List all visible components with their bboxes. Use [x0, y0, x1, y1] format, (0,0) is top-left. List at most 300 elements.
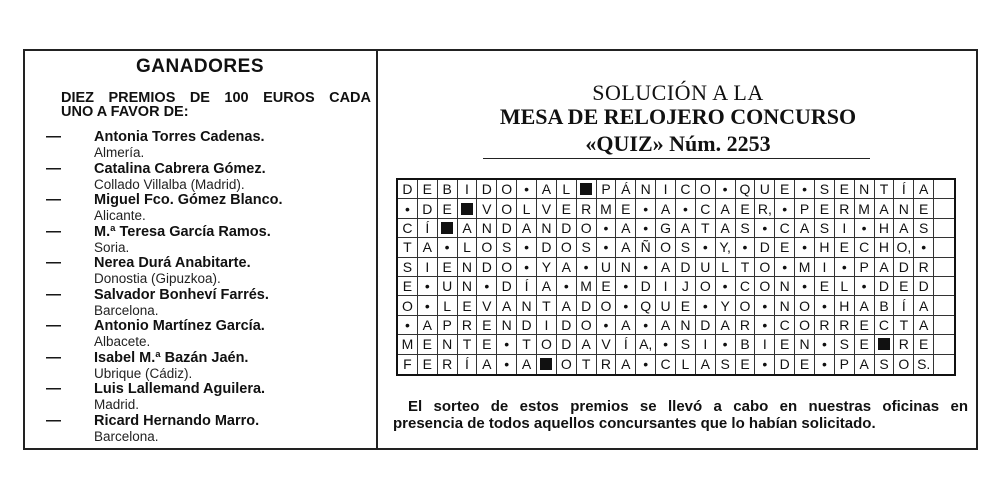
grid-cell: Í — [894, 180, 914, 199]
grid-cell: • — [795, 277, 815, 296]
grid-cell: O — [537, 335, 557, 354]
grid-cell: A — [477, 355, 497, 374]
grid-cell: R — [894, 335, 914, 354]
grid-cell: T — [537, 296, 557, 315]
winner-item — [46, 224, 376, 256]
grid-cell: A — [855, 296, 875, 315]
grid-cell: A — [616, 238, 636, 257]
grid-cell: E — [736, 199, 756, 218]
winner-name: Nerea Durá Anabitarte. — [94, 255, 251, 271]
grid-cell: O — [795, 316, 815, 335]
grid-cell: P — [597, 180, 617, 199]
grid-cell: A — [914, 296, 934, 315]
winner-city: Madrid. — [94, 397, 140, 412]
grid-cell: A — [914, 180, 934, 199]
grid-cell: • — [755, 355, 775, 374]
grid-cell: O — [497, 180, 517, 199]
winner-city: Donostia (Gipuzkoa). — [94, 271, 221, 286]
grid-cell: I — [696, 335, 716, 354]
grid-cell: S — [497, 238, 517, 257]
grid-cell: A — [716, 316, 736, 335]
grid-black-square — [537, 355, 557, 374]
winner-name: Miguel Fco. Gómez Blanco. — [94, 192, 283, 208]
grid-cell: D — [577, 296, 597, 315]
grid-cell — [934, 180, 954, 199]
grid-cell: • — [597, 316, 617, 335]
grid-cell: • — [517, 180, 537, 199]
grid-cell: • — [716, 180, 736, 199]
grid-cell: • — [815, 296, 835, 315]
grid-cell: C — [775, 316, 795, 335]
grid-cell: T — [875, 180, 895, 199]
black-square-icon — [878, 338, 890, 350]
grid-cell: O — [577, 316, 597, 335]
grid-cell: H — [875, 219, 895, 238]
grid-cell: A — [616, 219, 636, 238]
grid-cell: A — [716, 219, 736, 238]
grid-black-square — [875, 335, 895, 354]
grid-cell: V — [477, 296, 497, 315]
grid-cell: D — [497, 219, 517, 238]
grid-cell: • — [815, 355, 835, 374]
grid-cell: E — [894, 277, 914, 296]
grid-cell: D — [894, 258, 914, 277]
grid-cell: B — [736, 335, 756, 354]
grid-cell: D — [398, 180, 418, 199]
grid-cell: • — [795, 238, 815, 257]
grid-cell: R — [458, 316, 478, 335]
grid-cell: O — [894, 355, 914, 374]
grid-cell: • — [636, 355, 656, 374]
grid-cell: O — [696, 180, 716, 199]
grid-cell: L — [517, 199, 537, 218]
grid-cell: Í — [458, 355, 478, 374]
winner-dash: — — [46, 222, 61, 240]
grid-cell: • — [438, 238, 458, 257]
grid-cell: Y — [537, 258, 557, 277]
grid-cell: Y — [716, 296, 736, 315]
grid-cell: O — [497, 199, 517, 218]
grid-cell: D — [696, 316, 716, 335]
grid-cell — [934, 219, 954, 238]
grid-cell: A — [418, 316, 438, 335]
grid-cell: N — [855, 180, 875, 199]
grid-cell: Í — [517, 277, 537, 296]
grid-cell: • — [696, 238, 716, 257]
grid-cell: • — [616, 296, 636, 315]
grid-cell: A — [537, 180, 557, 199]
grid-cell: S — [676, 335, 696, 354]
grid-cell: N — [616, 258, 636, 277]
grid-cell: H — [875, 238, 895, 257]
winner-name: Antonio Martínez García. — [94, 318, 265, 334]
grid-cell: N — [517, 296, 537, 315]
grid-cell: E — [418, 355, 438, 374]
grid-cell: A, — [636, 335, 656, 354]
grid-cell: M — [577, 277, 597, 296]
winner-city: Collado Villalba (Madrid). — [94, 176, 245, 192]
grid-cell: • — [517, 258, 537, 277]
grid-cell: • — [795, 180, 815, 199]
grid-cell: A — [458, 219, 478, 238]
grid-cell: T — [894, 316, 914, 335]
grid-cell: S — [815, 180, 835, 199]
draw-note-line-1: El sorteo de estos premios se llevó a cabo en nuestras oficinas en — [408, 398, 968, 415]
grid-cell: E — [418, 180, 438, 199]
grid-cell: • — [418, 277, 438, 296]
grid-cell: E — [855, 335, 875, 354]
grid-cell: O — [577, 219, 597, 238]
draw-note-line-2: presencia de todos aquellos concursantes que lo habían solicitado. — [393, 415, 876, 432]
grid-cell: A — [517, 219, 537, 238]
grid-cell: E — [914, 335, 934, 354]
grid-cell: E — [775, 335, 795, 354]
grid-cell: E — [676, 296, 696, 315]
grid-cell — [934, 238, 954, 257]
grid-cell: O — [557, 238, 577, 257]
grid-cell: A — [497, 296, 517, 315]
grid-cell: F — [398, 355, 418, 374]
solution-title-line-3: «QUIZ» Núm. 2253 — [585, 131, 771, 156]
grid-cell: O — [795, 296, 815, 315]
grid-cell: E — [458, 296, 478, 315]
grid-cell: B — [438, 180, 458, 199]
winner-city: Barcelona. — [94, 302, 159, 318]
grid-cell: E — [616, 199, 636, 218]
grid-cell: A — [557, 258, 577, 277]
grid-cell: S — [835, 335, 855, 354]
winner-dash: — — [46, 380, 61, 397]
grid-cell: A — [696, 355, 716, 374]
grid-cell: D — [557, 219, 577, 238]
grid-cell: S — [676, 238, 696, 257]
grid-cell: Í — [616, 335, 636, 354]
winners-panel — [24, 50, 376, 449]
grid-cell: U — [438, 277, 458, 296]
grid-cell: • — [557, 277, 577, 296]
grid-cell: • — [636, 199, 656, 218]
grid-cell: M — [597, 199, 617, 218]
grid-cell: I — [537, 316, 557, 335]
grid-cell: Y, — [716, 238, 736, 257]
intro-line-2: UNO A FAVOR DE: — [61, 104, 189, 120]
grid-cell: C — [736, 277, 756, 296]
grid-cell — [934, 258, 954, 277]
grid-cell: E — [477, 316, 497, 335]
grid-cell: R — [597, 355, 617, 374]
grid-cell: I — [815, 258, 835, 277]
grid-cell: M — [855, 199, 875, 218]
grid-cell: L — [458, 238, 478, 257]
grid-cell: • — [616, 277, 636, 296]
grid-cell: N — [458, 258, 478, 277]
winner-city: Alicante. — [94, 208, 146, 223]
grid-cell: L — [676, 355, 696, 374]
grid-cell: L — [835, 277, 855, 296]
grid-cell — [934, 335, 954, 354]
grid-cell: N — [458, 277, 478, 296]
grid-cell: A — [716, 199, 736, 218]
grid-cell: • — [656, 335, 676, 354]
grid-cell: • — [815, 335, 835, 354]
grid-cell: R — [736, 316, 756, 335]
grid-cell: A — [616, 355, 636, 374]
winner-dash: — — [46, 128, 61, 145]
grid-cell: N — [636, 180, 656, 199]
grid-cell: N — [497, 316, 517, 335]
grid-black-square — [438, 219, 458, 238]
grid-cell: D — [636, 277, 656, 296]
grid-cell: • — [497, 335, 517, 354]
grid-cell: O — [755, 258, 775, 277]
grid-cell: S — [716, 355, 736, 374]
grid-cell: D — [557, 316, 577, 335]
winner-city: Barcelona. — [94, 428, 159, 444]
grid-cell: E — [775, 180, 795, 199]
winner-dash: — — [46, 411, 61, 429]
grid-cell: S — [914, 219, 934, 238]
intro-line-1: DIEZ PREMIOS DE 100 EUROS CADA — [61, 90, 371, 106]
grid-cell: • — [755, 296, 775, 315]
grid-cell: • — [497, 355, 517, 374]
grid-cell: Í — [894, 296, 914, 315]
grid-cell: A — [577, 335, 597, 354]
grid-cell: I — [418, 258, 438, 277]
grid-cell: D — [537, 238, 557, 257]
grid-cell: T — [696, 219, 716, 238]
winner-dash: — — [46, 191, 61, 208]
black-square-icon — [580, 183, 592, 195]
grid-cell: O — [755, 277, 775, 296]
grid-cell: E — [775, 238, 795, 257]
grid-cell: D — [755, 238, 775, 257]
grid-cell: N — [775, 296, 795, 315]
grid-cell: C — [696, 199, 716, 218]
grid-cell: T — [736, 258, 756, 277]
grid-cell: P — [438, 316, 458, 335]
grid-cell: E — [438, 258, 458, 277]
grid-cell: C — [855, 238, 875, 257]
grid-cell: • — [398, 199, 418, 218]
grid-cell: L — [557, 180, 577, 199]
grid-cell: Á — [616, 180, 636, 199]
grid-cell: A — [537, 277, 557, 296]
grid-cell: A — [557, 296, 577, 315]
grid-cell: S — [736, 219, 756, 238]
grid-cell: D — [477, 258, 497, 277]
grid-cell: D — [914, 277, 934, 296]
grid-cell: Q — [736, 180, 756, 199]
grid-cell: Í — [418, 219, 438, 238]
grid-cell: • — [736, 238, 756, 257]
winner-dash: — — [46, 285, 61, 303]
grid-cell: T — [398, 238, 418, 257]
grid-cell: T — [577, 355, 597, 374]
grid-cell: A — [656, 199, 676, 218]
grid-cell: D — [418, 199, 438, 218]
grid-cell: E — [835, 238, 855, 257]
black-square-icon — [461, 203, 473, 215]
grid-cell: E — [835, 180, 855, 199]
grid-cell: • — [597, 238, 617, 257]
winner-name: Luis Lallemand Aguilera. — [94, 381, 266, 397]
solution-title-line-2: MESA DE RELOJERO CONCURSO — [499, 104, 857, 129]
grid-cell: A — [616, 316, 636, 335]
grid-cell — [934, 355, 954, 374]
grid-cell: P — [795, 199, 815, 218]
grid-cell: T — [517, 335, 537, 354]
grid-cell: N — [894, 199, 914, 218]
grid-cell: • — [398, 316, 418, 335]
grid-cell: E — [477, 335, 497, 354]
grid-cell: R, — [755, 199, 775, 218]
grid-cell: A — [517, 355, 537, 374]
grid-cell: P — [835, 355, 855, 374]
grid-cell: A — [656, 316, 676, 335]
grid-cell: E — [418, 335, 438, 354]
grid-cell: C — [775, 219, 795, 238]
black-square-icon — [441, 222, 453, 234]
winner-city: Almería. — [94, 145, 145, 160]
grid-cell: M — [795, 258, 815, 277]
grid-cell: • — [636, 258, 656, 277]
grid-cell: T — [458, 335, 478, 354]
grid-cell: U — [656, 296, 676, 315]
grid-cell: N — [438, 335, 458, 354]
grid-cell: E — [557, 199, 577, 218]
grid-cell: D — [676, 258, 696, 277]
winner-name: Isabel M.ª Bazán Jaén. — [94, 349, 249, 366]
grid-cell: C — [398, 219, 418, 238]
grid-cell: Q — [636, 296, 656, 315]
grid-cell: I — [656, 180, 676, 199]
winner-city: Soria. — [94, 239, 130, 255]
grid-cell: • — [755, 316, 775, 335]
grid-cell: D — [517, 316, 537, 335]
grid-cell: R — [835, 316, 855, 335]
grid-cell: • — [477, 277, 497, 296]
winner-item — [46, 255, 376, 287]
grid-cell: S — [875, 355, 895, 374]
grid-cell: • — [835, 258, 855, 277]
grid-cell — [934, 296, 954, 315]
grid-cell: V — [597, 335, 617, 354]
winner-dash: — — [46, 348, 61, 366]
solution-title-line-1: SOLUCIÓN A LA — [592, 80, 764, 105]
grid-cell: • — [636, 219, 656, 238]
grid-cell: L — [716, 258, 736, 277]
grid-cell: H — [835, 296, 855, 315]
grid-cell: R — [914, 258, 934, 277]
grid-cell: M — [398, 335, 418, 354]
grid-cell: A — [875, 199, 895, 218]
grid-cell: O, — [894, 238, 914, 257]
grid-cell: N — [795, 335, 815, 354]
winner-dash: — — [46, 317, 61, 334]
grid-cell: V — [477, 199, 497, 218]
grid-cell: G — [656, 219, 676, 238]
grid-cell: • — [775, 199, 795, 218]
grid-cell: A — [894, 219, 914, 238]
grid-cell: O — [736, 296, 756, 315]
grid-cell: A — [656, 258, 676, 277]
grid-cell: R — [835, 199, 855, 218]
grid-cell: E — [795, 355, 815, 374]
grid-cell: D — [875, 277, 895, 296]
title-rule — [483, 158, 870, 159]
grid-black-square — [458, 199, 478, 218]
winner-name: Ricard Hernando Marro. — [94, 412, 260, 429]
grid-cell: D — [775, 355, 795, 374]
grid-cell: O — [597, 296, 617, 315]
grid-cell: E — [815, 199, 835, 218]
grid-cell: O — [696, 277, 716, 296]
grid-cell: E — [398, 277, 418, 296]
grid-cell: • — [775, 258, 795, 277]
grid-cell: D — [557, 335, 577, 354]
winner-name: Antonia Torres Cadenas. — [94, 129, 265, 145]
winner-item — [46, 381, 376, 413]
grid-cell: E — [815, 277, 835, 296]
winner-city: Albacete. — [94, 334, 151, 349]
grid-cell: • — [676, 199, 696, 218]
grid-cell: N — [676, 316, 696, 335]
grid-cell: • — [755, 219, 775, 238]
grid-cell: O — [497, 258, 517, 277]
grid-cell: E — [438, 199, 458, 218]
grid-cell: E — [597, 277, 617, 296]
grid-cell: S — [577, 238, 597, 257]
grid-cell: A — [418, 238, 438, 257]
draw-note — [393, 398, 968, 432]
grid-cell: I — [458, 180, 478, 199]
grid-cell: P — [855, 258, 875, 277]
grid-cell: E — [736, 355, 756, 374]
grid-cell: • — [716, 335, 736, 354]
grid-cell: S — [815, 219, 835, 238]
grid-cell: U — [597, 258, 617, 277]
winner-item — [46, 413, 376, 445]
grid-cell: L — [438, 296, 458, 315]
grid-cell: • — [418, 296, 438, 315]
grid-cell: O — [477, 238, 497, 257]
grid-cell: N — [775, 277, 795, 296]
winner-dash: — — [46, 254, 61, 271]
grid-cell: • — [696, 296, 716, 315]
winners-title: GANADORES — [135, 56, 264, 77]
solution-grid — [396, 178, 956, 376]
winner-name: Salvador Bonheví Farrés. — [94, 286, 269, 303]
grid-cell: C — [656, 355, 676, 374]
grid-cell: C — [676, 180, 696, 199]
grid-cell: I — [656, 277, 676, 296]
grid-cell: E — [914, 199, 934, 218]
grid-cell: S. — [914, 355, 934, 374]
grid-cell: U — [755, 180, 775, 199]
grid-cell: D — [497, 277, 517, 296]
winner-item — [46, 161, 376, 193]
black-square-icon — [540, 358, 552, 370]
grid-cell: I — [835, 219, 855, 238]
grid-cell: S — [398, 258, 418, 277]
grid-cell: R — [815, 316, 835, 335]
grid-cell: I — [755, 335, 775, 354]
grid-cell: Ñ — [636, 238, 656, 257]
grid-cell — [934, 277, 954, 296]
grid-cell: J — [676, 277, 696, 296]
winner-dash: — — [46, 159, 61, 177]
winner-city: Ubrique (Cádiz). — [94, 365, 193, 381]
